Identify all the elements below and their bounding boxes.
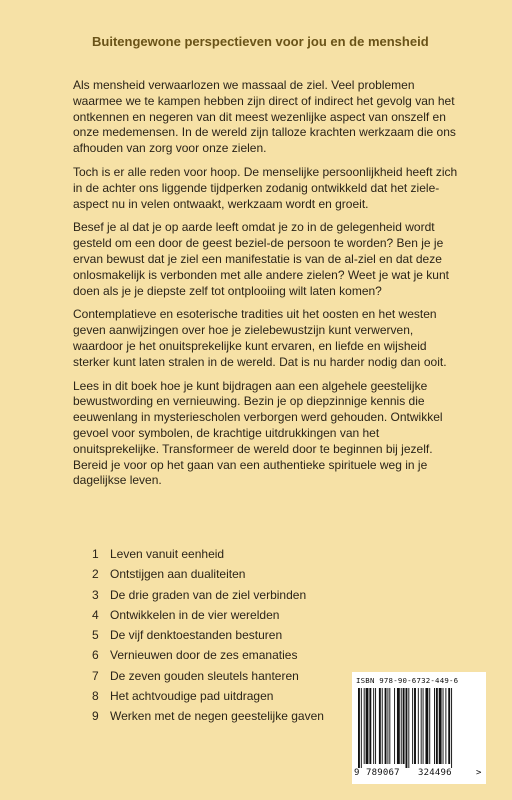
barcode-bars-icon [358, 688, 480, 768]
blurb-paragraph: Besef je al dat je op aarde leeft omdat je zo in de gelegenheid wordt gesteld om een door de geest beziel-de persoon te worden? Ben je je ervan bewust dat je ziel een manifestatie is van de al-ziel en dat deze onlosmakelijk is verbonden met alle andere zielen? Weet je wat je kunt doen als je je diepste zelf tot ontplooiing wilt laten komen? [73, 220, 449, 298]
isbn-label: ISBN 978-90-6732-449-6 [356, 676, 459, 685]
chapter-title: De drie graden van de ziel verbinden [110, 587, 307, 602]
chapter-number: 4 [92, 607, 99, 622]
chapter-item [92, 706, 392, 726]
chapter-item [92, 544, 392, 564]
chapter-title: Werken met de negen geestelijke gaven [110, 709, 324, 724]
chapter-number: 8 [92, 689, 99, 704]
blurb-paragraph: Contemplatieve en esoterische tradities uit het oosten en het westen geven aanwijzingen over hoe je zielebewustzijn kunt verwerven, waardoor je het onuitsprekelijke kunt ervaren, en liefde en wijsheid sterker kunt laten stralen in de wereld. Dat is nu harder nodig dan ooit. [73, 307, 447, 369]
chapter-item [92, 686, 392, 706]
chapter-item [92, 666, 392, 686]
ean-first-digit: 9 [354, 768, 360, 778]
blurb-paragraph: Toch is er alle reden voor hoop. De menselijke persoonlijkheid heeft zich in de achter ons liggende tijdperken zodanig ontwikkeld dat het ziele-aspect nu in velen ontwaakt, werkzaam wordt en groeit. [73, 164, 458, 211]
chapter-title: Vernieuwen door de zes emanaties [110, 648, 298, 663]
chapter-number: 9 [92, 709, 99, 724]
chapter-item [92, 585, 392, 605]
chapter-item [92, 625, 392, 645]
chapter-item [92, 605, 392, 625]
chapter-number: 5 [92, 628, 99, 643]
chapter-title: Leven vanuit eenheid [110, 547, 225, 561]
chapter-title: De vijf denktoestanden besturen [110, 628, 283, 643]
blurb-paragraph: Als mensheid verwaarlozen we massaal de ziel. Veel problemen waarmee we te kampen hebben zijn direct of indirect het gevolg van het ontkennen en negeren van dit meest wezenlijke aspect van onszelf en onze medemensen. In de wereld zijn talloze krachten werkzaam die ons afhouden van zorg voor onze zielen. [73, 78, 456, 156]
chapter-item [92, 645, 392, 665]
chapter-title: Het achtvoudige pad uitdragen [110, 689, 274, 704]
blurb-paragraph: Lees in dit boek hoe je kunt bijdragen aan een algehele geestelijke bewustwording en vernieuwing. Bezin je op diepzinnige kennis die eeuwenlang in mysteriescholen verborgen werd gehouden. Ontwikkel gevoel voor symbolen, de krachtige uitdrukkingen van het onuitsprekelijke. Transformeer de wereld door te beginnen bij jezelf. Bereid je voor op het gaan van een authentieke spirituele weg in je dagelijkse leven. [73, 378, 443, 488]
chapter-title: Ontwikkelen in de vier werelden [110, 607, 280, 622]
chapter-number: 2 [92, 567, 99, 582]
chapter-title: De zeven gouden sleutels hanteren [110, 668, 299, 683]
chapter-number: 7 [92, 668, 99, 683]
isbn-barcode [352, 672, 486, 784]
chapter-number: 3 [92, 587, 99, 602]
blurb [73, 78, 463, 497]
chapter-item [92, 564, 392, 584]
chapter-number: 1 [92, 547, 99, 561]
ean-left-digits: 789067 [366, 768, 400, 778]
ean-end-mark: > [476, 768, 482, 778]
chapter-title: Ontstijgen aan dualiteiten [110, 567, 246, 582]
chapter-list [92, 544, 392, 727]
back-cover-title: Buitengewone perspectieven voor jou en de mensheid [92, 34, 429, 49]
chapter-number: 6 [92, 648, 99, 663]
ean-right-digits: 324496 [418, 768, 452, 778]
